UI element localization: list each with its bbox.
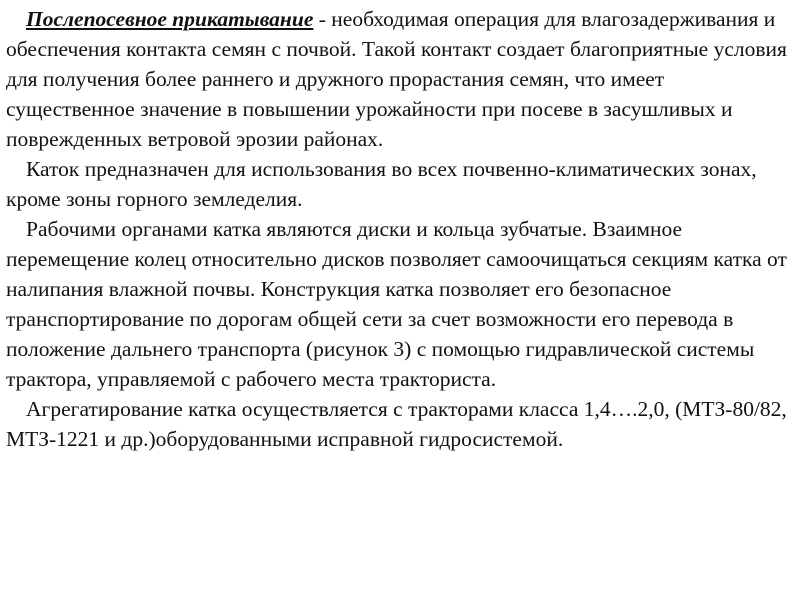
- paragraph-4: [6, 394, 796, 454]
- paragraph-4-text: Агрегатирование катка осуществляется с тракторами класса 1,4….2,0, (МТЗ-80/82, МТЗ-1221 и др.)оборудованными исправной гидросистемой.: [6, 397, 787, 451]
- paragraph-3-text: Рабочими органами катка являются диски и кольца зубчатые. Взаимное перемещение колец относительно дисков позволяет самоочищаться секциям катка от налипания влажной почвы. Конструкция катка позволяет его безопасное транспортирование по дорогам общей сети за счет возможности его перевода в положение дальнего транспорта (рисунок 3) с помощью гидравлической системы трактора, управляемой с рабочего места тракториста.: [6, 217, 787, 391]
- paragraph-1: [6, 4, 796, 154]
- paragraph-2-text: Каток предназначен для использования во всех почвенно-климатических зонах, кроме зоны горного земледелия.: [6, 157, 757, 211]
- paragraph-3: [6, 214, 796, 394]
- text-body: [6, 4, 796, 454]
- paragraph-2: [6, 154, 796, 214]
- paragraph-1-text: - необходимая операция для влагозадерживания и обеспечения контакта семян с почвой. Такой контакт создает благоприятные условия для получения более раннего и дружного прорастания семян, что имеет существенное значение в повышении урожайности при посеве в засушливых и поврежденных ветровой эрозии районах.: [6, 7, 787, 151]
- term-heading: Послепосевное прикатывание: [26, 7, 314, 31]
